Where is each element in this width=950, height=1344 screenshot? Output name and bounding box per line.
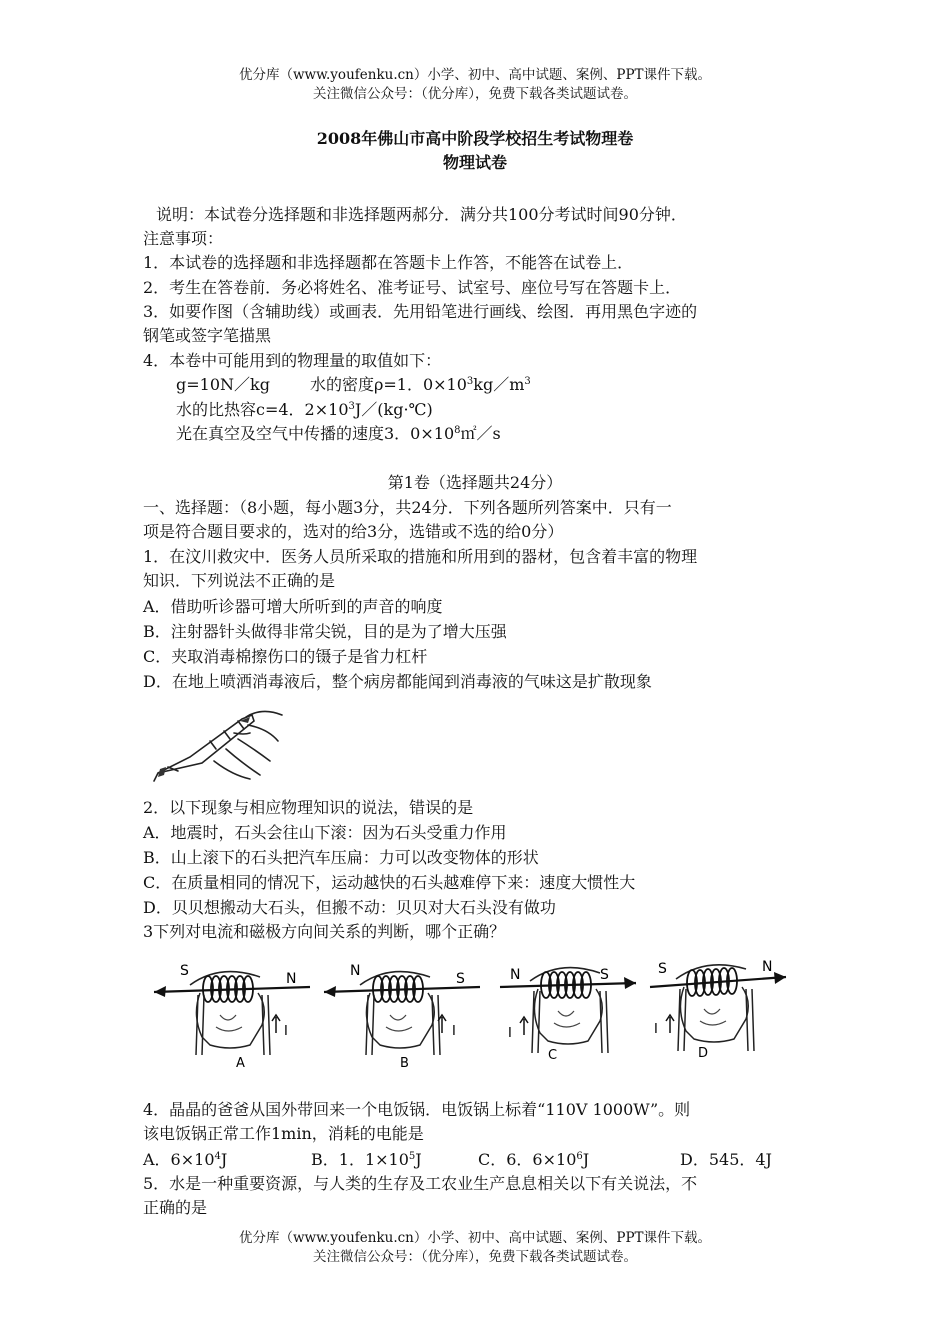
- q5-stem-1: 5．水是一种重要资源，与人类的生存及工农业生产息息相关以下有关说法，不: [143, 1174, 698, 1193]
- section-instruction-1: 一、选择题：（8小题，每小题3分，共24分．下列各题所列答案中．只有一: [143, 498, 672, 517]
- constant-specific-heat: 水的比热容c=4．$2\times 10^3J/(kg\cdot℃)$: [176, 400, 433, 419]
- q3-a-label: A: [236, 1056, 245, 1070]
- q1-stem-1: 1．在汶川救灾中．医务人员所采取的措施和所用到的器材，包含着丰富的物理: [143, 547, 698, 566]
- note-4: 4．本卷中可能用到的物理量的取值如下：: [143, 351, 442, 370]
- q3-figures: [150, 955, 790, 1070]
- q3-c-label: C: [548, 1048, 558, 1063]
- q1-stem-2: 知识．下列说法不正确的是: [143, 571, 336, 590]
- q4-option-a: A．$6\times 10^4J$: [143, 1150, 228, 1169]
- q2-option-d: D．贝贝想搬动大石头，但搬不动：贝贝对大石头没有做功: [143, 898, 556, 917]
- notes-title: 注意事项：: [143, 229, 224, 248]
- q2-stem: 2．以下现象与相应物理知识的说法，错误的是: [143, 798, 474, 817]
- section-title: 第1卷（选择题共24分）: [387, 473, 563, 492]
- q3-b-label: B: [400, 1056, 409, 1070]
- q3-c-left-pole: N: [510, 967, 521, 983]
- q3-d-current: I: [654, 1022, 658, 1037]
- q3-b-left-pole: N: [350, 963, 361, 979]
- q3-figure-b: [324, 963, 480, 1070]
- q1-option-a: A．借助听诊器可增大所听到的声音的响度: [143, 597, 443, 616]
- q4-stem-2: 该电饭锅正常工作1min，消耗的电能是: [143, 1124, 424, 1143]
- section-instruction-2: 项是符合题目要求的，选对的给3分，选错或不选的给0分）: [143, 522, 564, 541]
- note-3-line-2: 钢笔或签字笔描黑: [143, 326, 272, 345]
- q4-stem-1: 4．晶晶的爸爸从国外带回来一个电饭锅．电饭锅上标着“110V 1000W”。则: [143, 1100, 691, 1119]
- q2-option-a: A．地震时，石头会往山下滚：因为石头受重力作用: [143, 823, 507, 842]
- q3-a-left-pole: S: [180, 963, 189, 979]
- footer-line-2: 关注微信公众号：（优分库），免费下载各类试题试卷。: [313, 1249, 637, 1265]
- q5-stem-2: 正确的是: [143, 1198, 208, 1217]
- page-subtitle: 物理试卷: [442, 153, 507, 172]
- q3-d-label: D: [698, 1046, 709, 1061]
- q3-b-current: I: [452, 1024, 456, 1039]
- q3-stem: 3下列对电流和磁极方向间关系的判断，哪个正确？: [143, 922, 506, 941]
- q4-option-b: B．1．$1\times 10^5J$: [311, 1150, 422, 1169]
- constant-water-density: 水的密度ρ=1．$0\times 10^3kg/m^3$: [309, 375, 531, 394]
- q3-d-left-pole: S: [658, 961, 667, 977]
- q2-option-c: C．在质量相同的情况下，运动越快的石头越难停下来：速度大惯性大: [143, 873, 636, 892]
- page-title: 2008年佛山市高中阶段学校招生考试物理卷: [316, 129, 634, 148]
- q3-c-right-pole: S: [600, 967, 609, 983]
- exam-description: 说明：本试卷分选择题和非选择题两郝分．满分共100分考试时间90分钟．: [156, 205, 687, 224]
- constants-line-1: [176, 373, 531, 397]
- q3-figure-a: [154, 963, 310, 1070]
- q3-a-right-pole: N: [286, 971, 297, 987]
- q1-option-d: D．在地上喷洒消毒液后，整个病房都能闻到消毒液的气味这是扩散现象: [143, 672, 652, 691]
- header-line-1: 优分库（www.youfenku.cn）小学、初中、高中试题、案例、PPT课件下载。: [238, 67, 712, 83]
- footer-line-1: 优分库（www.youfenku.cn）小学、初中、高中试题、案例、PPT课件下载。: [238, 1230, 712, 1246]
- q3-figure-d: [650, 959, 786, 1061]
- header-line-2: 关注微信公众号：（优分库），免费下载各类试题试卷。: [313, 86, 637, 102]
- note-1: 1．本试卷的选择题和非选择题都在答题卡上作答，不能答在试卷上．: [143, 253, 634, 272]
- q1-option-b: B．注射器针头做得非常尖锐，目的是为了增大压强: [143, 622, 507, 641]
- note-2: 2．考生在答卷前．务必将姓名、准考证号、试室号、座位号写在答题卡上．: [143, 278, 682, 297]
- note-3-line-1: 3．如要作图（含辅助线）或画表．先用铅笔进行画线、绘图．再用黑色字迹的: [143, 302, 698, 321]
- q3-a-current: I: [284, 1024, 288, 1039]
- syringe-hand-illustration: [150, 705, 290, 785]
- q3-b-right-pole: S: [456, 971, 465, 987]
- q1-option-c: C．夹取消毒棉擦伤口的镊子是省力杠杆: [143, 647, 428, 666]
- q3-figure-c: [500, 967, 636, 1063]
- q4-option-c: C．6．$6\times 10^6J$: [478, 1150, 590, 1169]
- q4-option-d: D．545．4J: [680, 1150, 772, 1169]
- q2-option-b: B．山上滚下的石头把汽车压扁：力可以改变物体的形状: [143, 848, 539, 867]
- constant-light-speed: 光在真空及空气中传播的速度3．$0\times 10^8㎡/s$: [176, 424, 501, 443]
- q3-d-right-pole: N: [762, 959, 773, 975]
- constant-g: g=10N／kg: [176, 375, 270, 394]
- q3-c-current: I: [508, 1026, 512, 1041]
